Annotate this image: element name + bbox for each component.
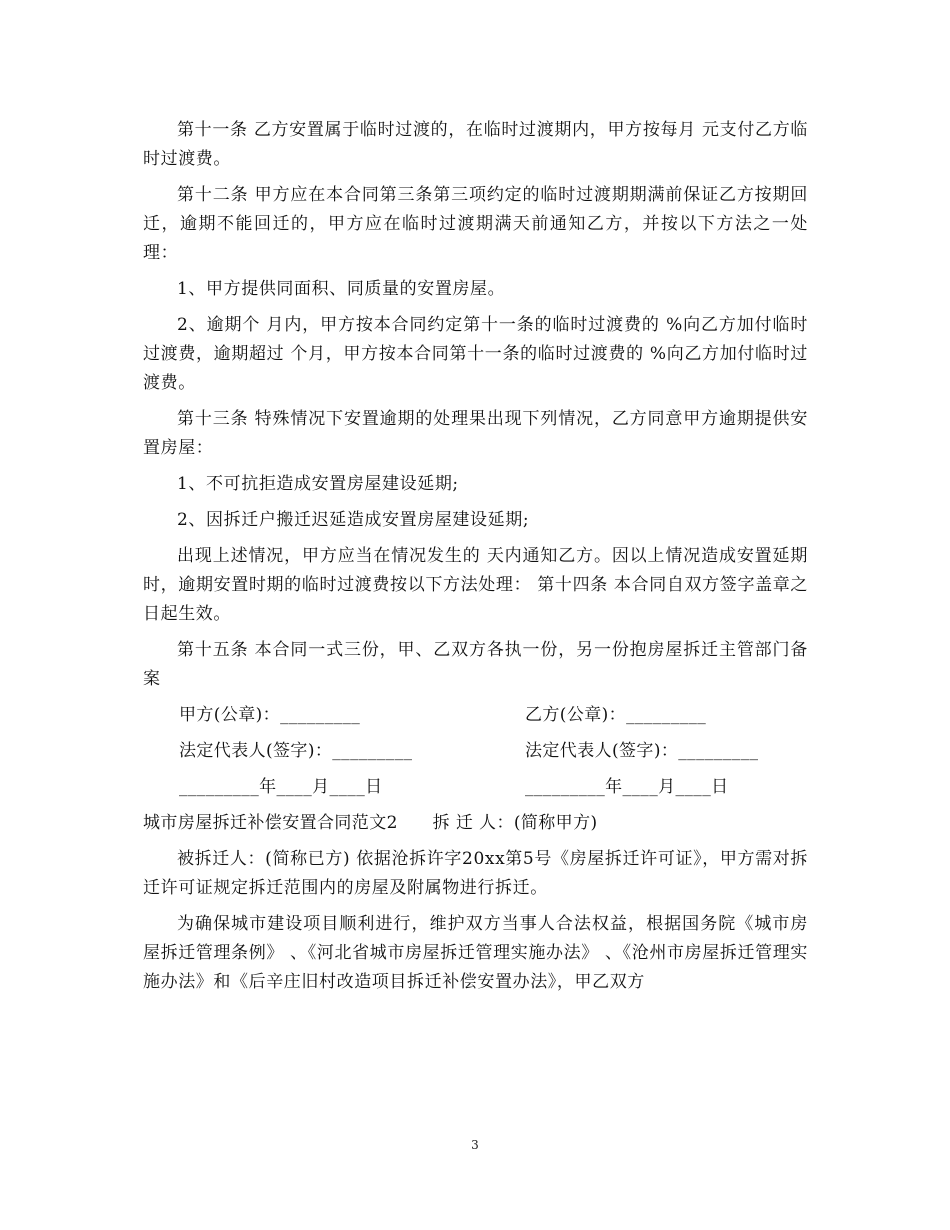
article-13-item-2: 2、因拆迁户搬迁迟延造成安置房屋建设延期; [177,510,530,530]
date-row [143,773,808,802]
legal-basis-paragraph: 为确保城市建设项目顺利进行，维护双方当事人合法权益，根据国务院《城市房屋拆迁管理条例》 、《河北省城市房屋拆迁管理实施办法》 、《沧州市房屋拆迁管理实施办法》和《后辛庄旧村改造项目拆迁补偿安置办法》，甲乙双方 [143,914,808,992]
seal-row [143,701,808,730]
article-12-paragraph: 第十二条 甲方应在本合同第三条第三项约定的临时过渡期期满前保证乙方按期回迁，逾期不能回迁的，甲方应在临时过渡期满天前通知乙方，并按以下方法之一处理： [143,185,808,263]
article-13-14-paragraph: 出现上述情况，甲方应当在情况发生的 天内通知乙方。因以上情况造成安置延期时，逾期安置时期的临时过渡费按以下方法处理： 第十四条 本合同自双方签字盖章之日起生效。 [143,546,808,624]
article-13-item-1: 1、不可抗拒造成安置房屋建设延期; [177,474,459,494]
document-body [143,116,808,1004]
party-b-date-field: _________年____月____日 [525,777,729,797]
relocatee-paragraph: 被拆迁人：(简称已方) 依据沧拆许字20xx第5号《房屋拆迁许可证》，甲方需对拆迁许可证规定拆迁范围内的房屋及附属物进行拆迁。 [143,849,808,898]
representative-row [143,737,808,766]
party-a-seal-field: 甲方(公章)：_________ [179,705,361,725]
article-15-paragraph: 第十五条 本合同一式三份，甲、乙双方各执一份，另一份抱房屋拆迁主管部门备案 [143,640,808,689]
article-12-option-2: 2、逾期个 月内，甲方按本合同约定第十一条的临时过渡费的 %向乙方加付临时过渡费，逾期超过 个月，甲方按本合同第十一条的临时过渡费的 %向乙方加付临时过渡费。 [143,315,808,393]
party-a-date-field: _________年____月____日 [179,777,383,797]
page-number: 3 [471,1138,479,1152]
article-11-paragraph: 第十一条 乙方安置属于临时过渡的，在临时过渡期内，甲方按每月 元支付乙方临时过渡费。 [143,120,808,169]
party-a-representative-field: 法定代表人(签字)：_________ [179,741,413,761]
party-b-representative-field: 法定代表人(签字)：_________ [525,741,759,761]
party-b-seal-field: 乙方(公章)：_________ [525,705,707,725]
article-12-option-1: 1、甲方提供同面积、同质量的安置房屋。 [177,279,506,299]
section-title: 城市房屋拆迁补偿安置合同范文2 拆 迁 人：(简称甲方) [143,813,598,833]
article-13-paragraph: 第十三条 特殊情况下安置逾期的处理果出现下列情况，乙方同意甲方逾期提供安置房屋： [143,409,808,458]
